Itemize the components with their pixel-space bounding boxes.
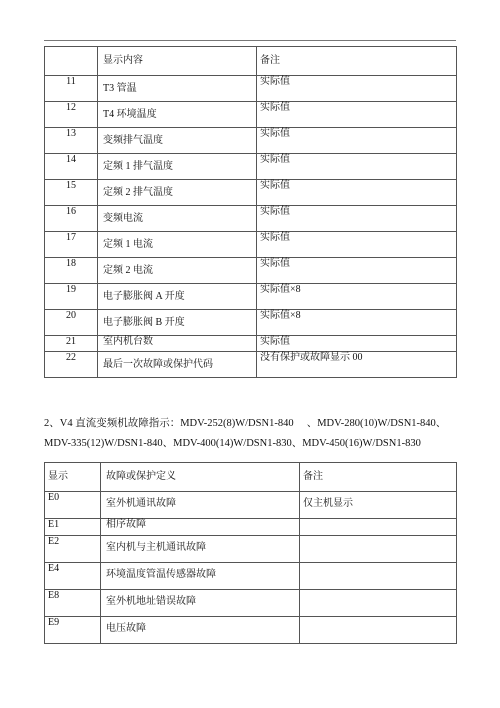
table-row bbox=[45, 519, 457, 536]
row-number-cell bbox=[45, 284, 98, 310]
fault-code-cell bbox=[45, 617, 101, 644]
header-cell-code: 显示 bbox=[45, 463, 101, 492]
row-note: 实际值×8 bbox=[260, 284, 301, 295]
section-heading: 2、V4 直流变频机故障指示：MDV-252(8)W/DSN1-840 、MDV-280(10)W/DSN1-840、MDV-335(12)W/DSN1-840、MDV-400(14)W/DSN1-830、MDV-450(16)W/DSN1-830 bbox=[44, 418, 447, 449]
fault-code: E2 bbox=[48, 536, 60, 547]
row-content-cell bbox=[98, 128, 257, 154]
table-row bbox=[45, 180, 457, 206]
row-content: 定频 1 排气温度 bbox=[103, 161, 173, 172]
row-number-cell bbox=[45, 154, 98, 180]
row-number: 16 bbox=[66, 206, 76, 217]
table-row bbox=[45, 492, 457, 519]
row-number-cell bbox=[45, 128, 98, 154]
row-content-cell bbox=[98, 310, 257, 336]
row-number: 14 bbox=[66, 154, 76, 165]
row-content: 最后一次故障或保护代码 bbox=[103, 359, 213, 370]
row-content-cell bbox=[98, 180, 257, 206]
row-content-cell bbox=[98, 284, 257, 310]
fault-definition-cell bbox=[101, 617, 300, 644]
fault-definition: 室外机地址错误故障 bbox=[106, 596, 196, 607]
row-note: 实际值 bbox=[260, 206, 290, 217]
header-cell-note: 备注 bbox=[257, 47, 457, 76]
table-row bbox=[45, 563, 457, 590]
header-cell-num bbox=[45, 47, 98, 76]
row-number-cell bbox=[45, 180, 98, 206]
fault-code-cell bbox=[45, 519, 101, 536]
table-row bbox=[45, 102, 457, 128]
row-number: 18 bbox=[66, 258, 76, 269]
header-cell-content: 显示内容 bbox=[98, 47, 257, 76]
row-content: 定频 2 排气温度 bbox=[103, 187, 173, 198]
row-content: 室内机台数 bbox=[103, 336, 153, 347]
row-note: 没有保护或故障显示 00 bbox=[260, 352, 363, 363]
row-note-cell bbox=[257, 180, 457, 206]
row-content-cell bbox=[98, 154, 257, 180]
table-row bbox=[45, 336, 457, 352]
table-row bbox=[45, 617, 457, 644]
row-content-cell bbox=[98, 206, 257, 232]
row-note-cell bbox=[257, 102, 457, 128]
row-note-cell bbox=[257, 352, 457, 378]
row-number: 11 bbox=[66, 76, 76, 87]
fault-note-cell bbox=[300, 536, 457, 563]
row-number-cell bbox=[45, 336, 98, 352]
fault-code: E1 bbox=[48, 519, 60, 530]
fault-definition-cell bbox=[101, 590, 300, 617]
fault-code-cell bbox=[45, 536, 101, 563]
table-row bbox=[45, 536, 457, 563]
row-note: 实际值 bbox=[260, 336, 290, 347]
fault-definition: 室内机与主机通讯故障 bbox=[106, 542, 206, 553]
row-content: 定频 2 电流 bbox=[103, 265, 153, 276]
header-cell-definition: 故障或保护定义 bbox=[101, 463, 300, 492]
row-note-cell bbox=[257, 206, 457, 232]
fault-note: 仅主机显示 bbox=[303, 498, 353, 509]
fault-code-table bbox=[44, 462, 457, 644]
row-content: 电子膨胀阀 A 开度 bbox=[103, 291, 185, 302]
row-number-cell bbox=[45, 232, 98, 258]
row-note: 实际值 bbox=[260, 76, 290, 87]
row-number: 20 bbox=[66, 310, 76, 321]
row-number: 13 bbox=[66, 128, 76, 139]
fault-definition-cell bbox=[101, 519, 300, 536]
fault-code-cell bbox=[45, 492, 101, 519]
table-row bbox=[45, 128, 457, 154]
row-content-cell bbox=[98, 258, 257, 284]
fault-definition: 环境温度管温传感器故障 bbox=[106, 569, 216, 580]
table-row bbox=[45, 258, 457, 284]
row-number: 21 bbox=[66, 336, 76, 347]
row-note-cell bbox=[257, 310, 457, 336]
table-header-row bbox=[45, 463, 457, 492]
row-number-cell bbox=[45, 76, 98, 102]
row-note: 实际值 bbox=[260, 258, 290, 269]
row-note-cell bbox=[257, 258, 457, 284]
row-number-cell bbox=[45, 206, 98, 232]
fault-code-cell bbox=[45, 563, 101, 590]
row-note: 实际值 bbox=[260, 232, 290, 243]
row-note-cell bbox=[257, 154, 457, 180]
row-number-cell bbox=[45, 352, 98, 378]
table-row bbox=[45, 206, 457, 232]
table-row bbox=[45, 310, 457, 336]
row-note-cell bbox=[257, 128, 457, 154]
fault-note-cell bbox=[300, 563, 457, 590]
fault-definition-cell bbox=[101, 536, 300, 563]
row-content: 定频 1 电流 bbox=[103, 239, 153, 250]
row-number-cell bbox=[45, 258, 98, 284]
row-number: 19 bbox=[66, 284, 76, 295]
row-number: 17 bbox=[66, 232, 76, 243]
row-number: 22 bbox=[66, 352, 76, 363]
table-row bbox=[45, 232, 457, 258]
fault-note-cell bbox=[300, 590, 457, 617]
fault-definition: 电压故障 bbox=[106, 623, 146, 634]
row-note-cell bbox=[257, 336, 457, 352]
row-note: 实际值 bbox=[260, 180, 290, 191]
row-content: 变频电流 bbox=[103, 213, 143, 224]
table-row bbox=[45, 76, 457, 102]
fault-note-cell bbox=[300, 519, 457, 536]
row-note-cell bbox=[257, 232, 457, 258]
row-content-cell bbox=[98, 232, 257, 258]
fault-note-cell bbox=[300, 617, 457, 644]
fault-code: E0 bbox=[48, 492, 60, 503]
fault-code-cell bbox=[45, 590, 101, 617]
row-content-cell bbox=[98, 76, 257, 102]
fault-code: E4 bbox=[48, 563, 60, 574]
display-content-table bbox=[44, 46, 457, 378]
row-note-cell bbox=[257, 284, 457, 310]
row-content-cell bbox=[98, 336, 257, 352]
row-content-cell bbox=[98, 352, 257, 378]
row-number: 12 bbox=[66, 102, 76, 113]
fault-definition-cell bbox=[101, 492, 300, 519]
table-row bbox=[45, 284, 457, 310]
row-number-cell bbox=[45, 310, 98, 336]
header-cell-note: 备注 bbox=[300, 463, 457, 492]
row-note: 实际值 bbox=[260, 154, 290, 165]
row-note: 实际值 bbox=[260, 102, 290, 113]
row-number: 15 bbox=[66, 180, 76, 191]
row-content: 电子膨胀阀 B 开度 bbox=[103, 317, 185, 328]
fault-definition: 室外机通讯故障 bbox=[106, 498, 176, 509]
table-row bbox=[45, 154, 457, 180]
row-content: T3 管温 bbox=[103, 83, 137, 94]
row-note-cell bbox=[257, 76, 457, 102]
fault-code: E9 bbox=[48, 617, 60, 628]
row-note: 实际值 bbox=[260, 128, 290, 139]
row-content-cell bbox=[98, 102, 257, 128]
fault-definition-cell bbox=[101, 563, 300, 590]
fault-note-cell bbox=[300, 492, 457, 519]
table-row bbox=[45, 352, 457, 378]
fault-definition: 相序故障 bbox=[106, 519, 146, 530]
row-content: 变频排气温度 bbox=[103, 135, 163, 146]
fault-code: E8 bbox=[48, 590, 60, 601]
table-header-row bbox=[45, 47, 457, 76]
top-rule bbox=[44, 40, 456, 41]
row-content: T4 环境温度 bbox=[103, 109, 157, 120]
row-note: 实际值×8 bbox=[260, 310, 301, 321]
row-number-cell bbox=[45, 102, 98, 128]
table-row bbox=[45, 590, 457, 617]
